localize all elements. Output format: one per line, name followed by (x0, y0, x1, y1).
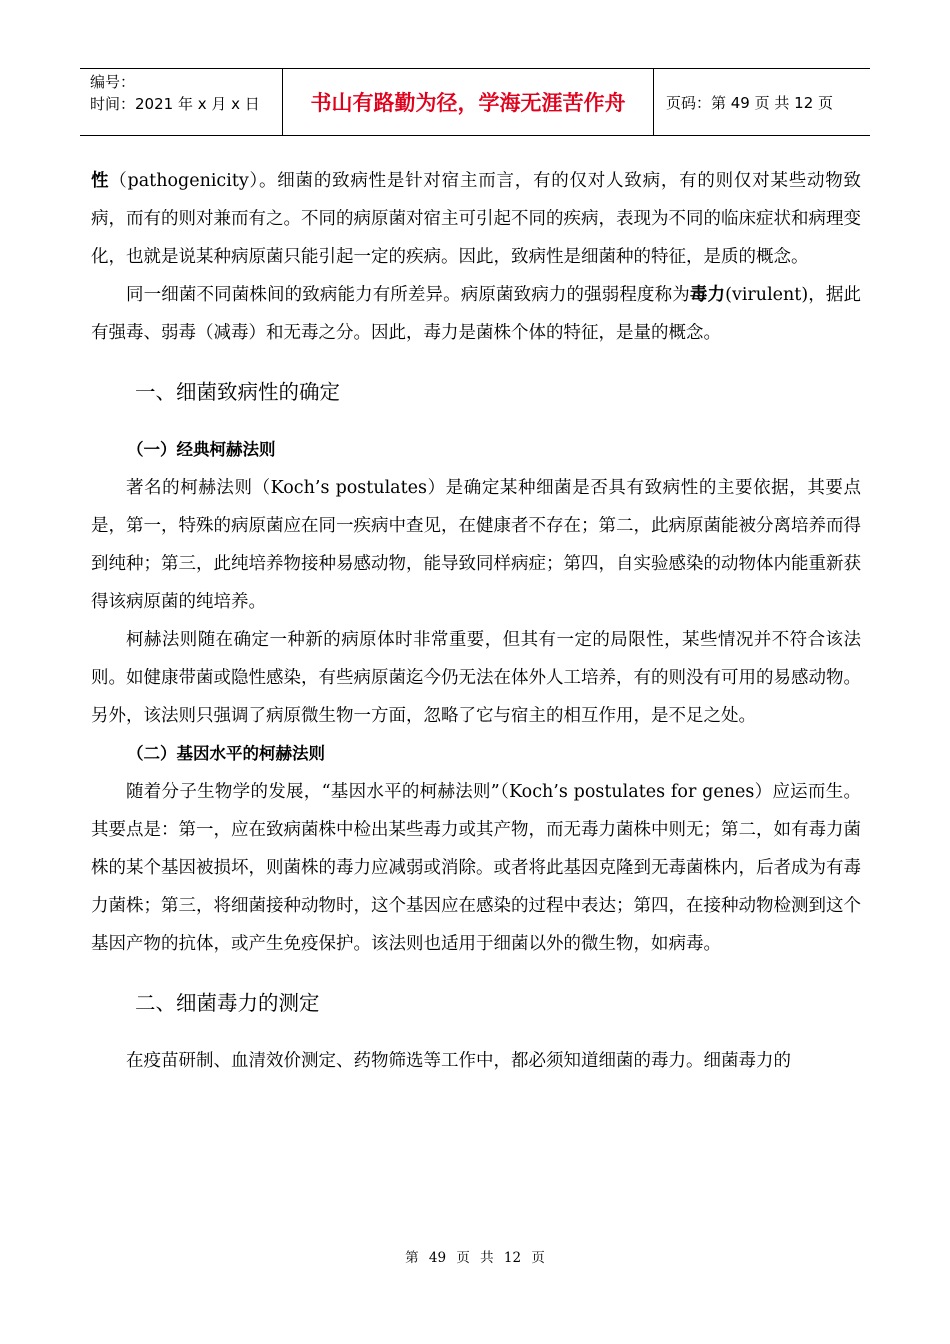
paragraph-pathogenicity (91, 162, 861, 276)
bold-term: 性 (91, 171, 110, 191)
paragraph-text: (virulent)，据此有强毒、弱毒（减毒）和无毒之分。因此，毒力是菌株个体的特征，是量的概念。 (91, 285, 862, 343)
serial-number-label: 编号： (90, 73, 136, 91)
document-body (91, 162, 861, 1080)
page-header (80, 68, 870, 136)
subsection-heading: （一）经典柯赫法则 (127, 440, 276, 459)
time-label: 时间：2021 年 x 月 x 日 (90, 95, 260, 113)
paragraph-text: 同一细菌不同菌株间的致病能力有所差异。病原菌致病力的强弱程度称为 (126, 285, 690, 305)
paragraph-virulence (91, 276, 861, 352)
paragraph-koch-limits: 柯赫法则随在确定一种新的病原体时非常重要，但其有一定的局限性，某些情况并不符合该法则。如健康带菌或隐性感染，有些病原菌迄今仍无法在体外人工培养，有的则没有可用的易感动物。另外，该法则只强调了病原微生物一方面，忽略了它与宿主的相互作用，是不足之处。 (91, 630, 861, 726)
subsection-heading: （二）基因水平的柯赫法则 (127, 744, 325, 763)
paragraph-text: （pathogenicity）。细菌的致病性是针对宿主而言，有的仅对人致病，有的则仅对某些动物致病，而有的则对兼而有之。不同的病原菌对宿主可引起不同的疾病，表现为不同的临床症状和病理变化，也就是说某种病原菌只能引起一定的疾病。因此，致病性是细菌种的特征，是质的概念。 (91, 171, 861, 267)
header-page-cell (654, 69, 870, 135)
section-heading: 二、细菌毒力的测定 (135, 991, 320, 1015)
paragraph-virulence-testing: 在疫苗研制、血清效价测定、药物筛选等工作中，都必须知道细菌的毒力。细菌毒力的 (126, 1051, 791, 1071)
motto-text: 书山有路勤为径，学海无涯苦作舟 (310, 91, 626, 115)
paragraph-koch-classic: 著名的柯赫法则（Koch’s postulates）是确定某种细菌是否具有致病性的主要依据，其要点是，第一，特殊的病原菌应在同一疾病中查见，在健康者不存在；第二，此病原菌能被分离培养而得到纯种；第三，此纯培养物接种易感动物，能导致同样病症；第四，自实验感染的动物体内能重新获得该病原菌的纯培养。 (91, 478, 861, 612)
header-page-number: 页码：第 49 页 共 12 页 (666, 93, 834, 112)
paragraph-koch-genes: 随着分子生物学的发展，“基因水平的柯赫法则”（Koch’s postulates for genes）应运而生。其要点是：第一，应在致病菌株中检出某些毒力或其产物，而无毒力菌株中则无；第二，如有毒力菌株的某个基因被损坏，则菌株的毒力应减弱或消除。或者将此基因克隆到无毒菌株内，后者成为有毒力菌株；第三，将细菌接种动物时，这个基因应在感染的过程中表达；第四，在接种动物检测到这个基因产物的抗体，或产生免疫保护。该法则也适用于细菌以外的微生物，如病毒。 (91, 782, 861, 954)
header-motto-cell (282, 69, 654, 135)
bold-term: 毒力 (689, 285, 726, 305)
header-info-cell (80, 69, 282, 135)
section-heading: 一、细菌致病性的确定 (135, 380, 340, 404)
page-footer: 第 49 页 共 12 页 (405, 1250, 545, 1266)
